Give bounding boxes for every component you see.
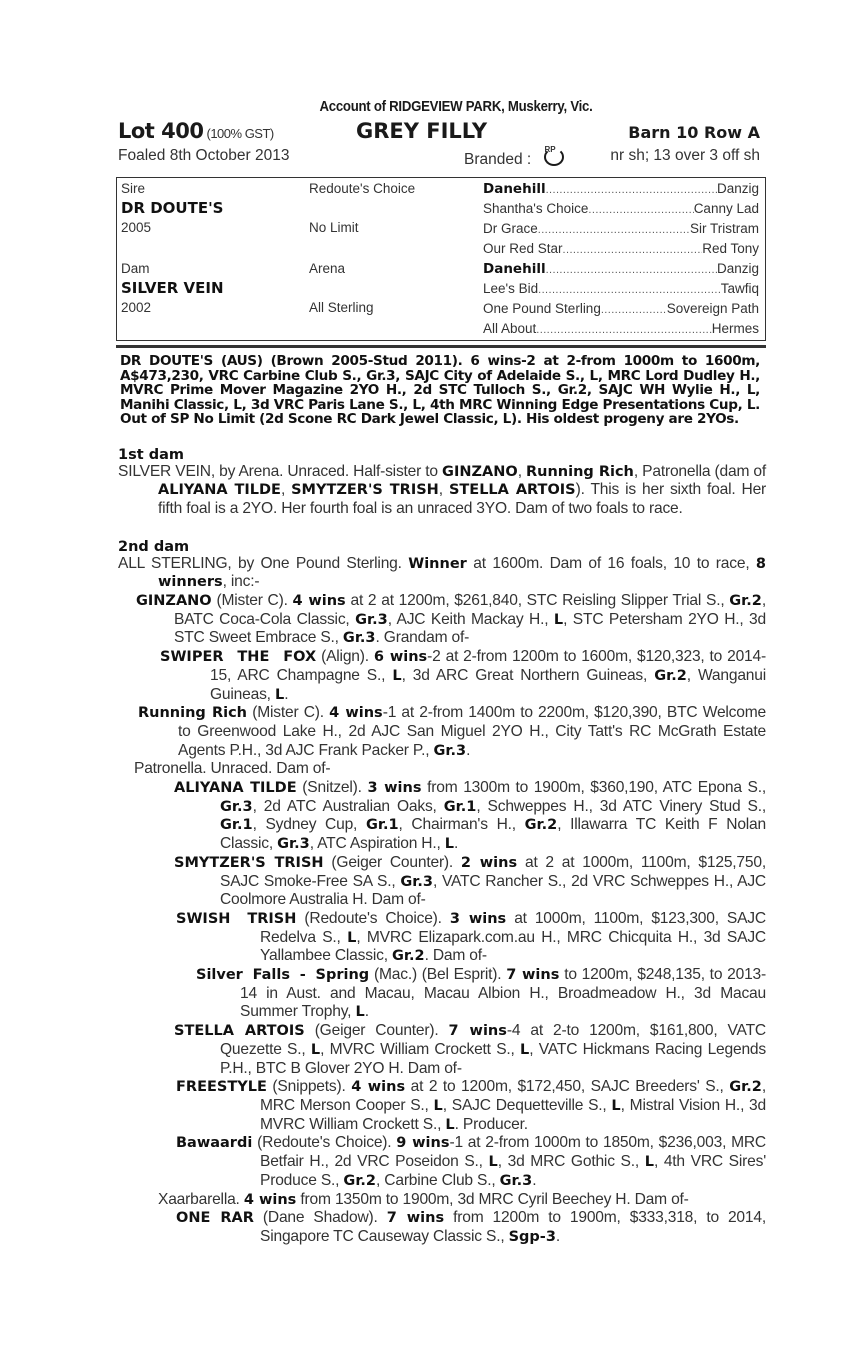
progeny-aliyana-tilde [116,779,766,854]
grade: L [611,1098,621,1114]
text: -4 at 2-to 1200m, $161,800, VATC Quezette S., [220,1022,766,1058]
wins: 7 wins [386,1210,445,1227]
gen3-row [483,179,759,199]
text: at 1000m, 1100m, $123,300, SAJC Redelva S., [260,909,766,946]
grade: L [488,1154,498,1171]
text: , SAJC Dequetteville S., [442,1097,612,1114]
grade: Gr.1 [443,798,477,815]
gen3-sire: Canny Lad [693,201,759,216]
horse-name: Silver Falls - Spring [196,967,370,984]
second-dam-intro [116,555,766,592]
text: , inc:- [222,573,260,591]
text: , MRC Merson Cooper S., [260,1078,766,1114]
lot-number [118,119,274,143]
text: . Producer. [454,1115,528,1133]
text: , Wanganui Guineas, [210,666,767,703]
text: (Mister C). [247,704,330,722]
horse-name: STELLA ARTOIS [448,482,576,499]
wins: 4 wins [243,1191,297,1208]
gen3-name: Lee's Bid [483,281,539,296]
text: , MVRC Elizapark.com.au H., MRC Chicquita H., 3d SAJC Yallambee Classic, [260,928,766,965]
horse-name: ONE RAR [176,1210,254,1227]
leader-dots [538,279,721,299]
text: (Geiger Counter). [323,853,461,871]
text: (Snitzel). [296,779,368,797]
grade: Gr.1 [365,817,399,834]
text: (Align). [316,648,374,666]
grade: Gr.2 [391,948,425,965]
gen3-row [483,279,759,299]
progeny-xaarbarella [116,1191,766,1210]
first-dam-section [116,447,766,519]
second-dam-heading: 2nd dam [118,538,190,555]
catalogue-page [116,98,766,1247]
horse-name: STELLA ARTOIS [174,1023,305,1040]
gen3-sire: Danzig [716,261,759,276]
text: , 3d ARC Great Northern Guineas, [401,666,655,684]
progeny-patronella [116,760,766,779]
grade: Gr.3 [355,611,388,628]
grade: L [310,1041,321,1058]
grade: Gr.3 [499,1172,533,1189]
sire-dam: No Limit [309,220,359,235]
text: , Illawarra TC Keith F Nolan Classic, [220,816,767,853]
text: , Patronella (dam of [633,462,766,480]
gen3-sire: Danzig [716,181,759,196]
text: . Grandam of- [375,629,470,647]
grade: Gr.3 [220,798,253,815]
grade: Gr.3 [400,873,433,890]
gst-note: (100% GST) [206,126,274,141]
text: -1 at 2-from 1000m to 1850m, $236,003, MRC Betfair H., 2d VRC Poseidon S., [260,1134,766,1171]
text: . [454,835,459,853]
grade: L [444,836,455,853]
progeny-one-rar [116,1209,766,1246]
grade: Gr.3 [433,742,467,759]
text: , STC Petersham 2YO H., 3d STC Sweet Embrace S., [174,610,767,647]
text: to 1200m, $248,135, to 2013-14 in Aust. and Macau, Macau Albion H., Broadmeadow H., 3d Macau Summer Trophy, [240,966,767,1021]
text: , AJC Keith Mackay H., [387,610,554,628]
horse-name: Running Rich [525,463,634,480]
progeny-swish-trish [116,910,766,966]
text: , Carbine Club S., [376,1171,500,1189]
sire-summary: DR DOUTE'S (AUS) (Brown 2005-Stud 2011). 6 wins-2 at 2-from 1000m to 1600m, A$473,230, VRC Carbine Club S., Gr.3, SAJC City of Adelaide S., L, MRC Lord Dudley H., MVRC Prime Mover Magazine 2YO H., 2d STC Tulloch S., Gr.2, SAJC WH Wylie H., L, Manihi Classic, L, 3d VRC Paris Lane S., L, 4th MRC Winning Edge Presentations Cup, L. Out of SP No Limit (2d Scone RC Dark Jewel Classic, L). His oldest progeny are 2YOs. [120,353,760,427]
text: . [364,1003,369,1021]
progeny-ginzano [116,592,766,648]
grade: L [433,1098,443,1114]
gen3-name: Danehill [483,261,546,277]
vendor-account: Account of RIDGEVIEW PARK, Muskerry, Vic. [319,98,593,115]
text: at 2 at 1200m, $261,840, STC Reisling Slipper Trial S., [345,592,730,610]
emphasis: 8 winners [158,555,766,591]
grade: L [274,686,285,703]
grade: L [392,667,402,684]
text: , Chairman's H., [398,816,525,834]
text: , [438,481,449,499]
gen3-row [483,319,759,339]
sire-name: DR DOUTE'S [121,199,224,217]
text: , 4th VRC Sires' Produce S., [260,1153,766,1189]
markings: nr sh; 13 over 3 off sh [610,147,760,164]
text: ). This is her sixth foal. Her fifth foal is a 2YO. Her fourth foal is an unraced 3YO. Dam of two foals to race. [158,481,767,517]
text: , Schweppes H., 3d ATC Vinery Stud S., [476,797,766,815]
second-dam-section [116,539,766,1247]
branded-info [464,147,570,169]
wins: 4 wins [329,705,383,722]
lot-label: Lot 400 [118,119,204,143]
horse-name: SWISH TRISH [176,910,297,927]
lot-line [116,119,766,145]
branded-label: Branded : [464,151,532,168]
text: at 2 to 1200m, $172,450, SAJC Breeders' S., [405,1078,730,1096]
wins: 7 wins [506,967,560,984]
grade: Gr.3 [342,630,376,647]
grade: L [553,611,564,628]
wins: 4 wins [292,593,346,610]
gen3-row [483,219,759,239]
foaled-date: Foaled 8th October 2013 [118,147,290,164]
text: . [284,685,289,703]
progeny-stella-artois [116,1022,766,1078]
gen3-name: Danehill [483,181,546,197]
grade: L [644,1154,654,1171]
first-dam-heading: 1st dam [118,446,184,463]
gen3-sire: Hermes [711,321,759,336]
text: , BATC Coca-Cola Classic, [174,592,767,628]
grade: L [355,1004,365,1021]
text: , Mistral Vision H., 3d MVRC William Crockett S., [260,1097,766,1133]
wins: 3 wins [367,780,422,797]
grade: L [347,929,357,946]
text: , VATC Hickmans Racing Legends P.H., BTC B Glover 2YO H. Dam of- [220,1040,766,1077]
grade: Gr.2 [524,817,558,834]
leader-dots [588,199,693,219]
progeny-bawaardi [116,1134,766,1190]
gen3-row [483,299,759,319]
grade: L [520,1041,530,1058]
text: SILVER VEIN, by Arena. Unraced. Half-sister to [118,462,443,480]
horse-name: FREESTYLE [176,1079,267,1096]
text: from 1350m to 1900m, 3d MRC Cyril Beechey H. Dam of- [296,1190,689,1208]
text: . [555,1227,561,1245]
text: (Mac.) (Bel Esprit). [369,966,507,984]
barn-location: Barn 10 Row A [628,123,760,142]
wins: 2 wins [460,854,518,871]
grade: Gr.3 [277,836,310,853]
text: (Snippets). [266,1078,352,1096]
sire-year: 2005 [121,220,152,235]
text: , [517,462,526,480]
grade: Gr.2 [729,1079,762,1096]
horse-name: SWIPER THE FOX [160,649,317,666]
gen3-name: Dr Grace [483,221,538,236]
leader-dots [536,319,711,339]
grade: L [445,1116,455,1133]
leader-dots [601,299,667,319]
emphasis: Winner [408,555,467,572]
horse-name: ALIYANA TILDE [158,482,281,499]
gen3-sire: Sir Tristram [690,221,759,236]
gen3-row [483,239,759,259]
rp-brand-icon [542,147,564,165]
sex-color: GREY FILLY [356,119,488,143]
gen3-name: Our Red Star [483,241,563,256]
grade: Gr.2 [654,667,687,684]
text: . [466,741,471,759]
text: Patronella. Unraced. Dam of- [134,760,331,778]
divider-rule [116,345,766,348]
horse-name: SMYTZER'S TRISH [174,854,324,871]
pedigree-table [116,177,766,341]
text: from 1200m to 1900m, $333,318, to 2014, Singapore TC Causeway Classic S., [260,1209,766,1245]
first-dam-text [116,463,766,519]
dam-dam: All Sterling [309,300,374,315]
gen3-row [483,259,759,279]
progeny-running-rich [116,704,766,760]
progeny-smytzers-trish [116,854,766,910]
text: . [532,1171,537,1189]
grade: Sgp-3 [508,1228,556,1245]
dam-year: 2002 [121,300,152,315]
wins: 3 wins [449,910,507,927]
brand-letters: RP [544,145,556,154]
text: (Geiger Counter). [304,1022,449,1040]
gen3-sire: Tawfiq [720,281,759,296]
leader-dots [546,259,717,279]
dam-sire: Arena [309,261,346,276]
gen3-row [483,199,759,219]
horse-name: SMYTZER'S TRISH [291,482,439,499]
text: Xaarbarella. [158,1190,244,1208]
horse-name: ALIYANA TILDE [174,780,297,797]
text: at 1600m. Dam of 16 foals, 10 to race, [466,554,756,572]
progeny-silver-falls-spring [116,966,766,1022]
text: -1 at 2-from 1400m to 2200m, $120,390, BTC Welcome to Greenwood Lake H., 2d AJC San Miguel 2YO H., City Tatt's RC McGrath Estate Agents P.H., 3d AJC Frank Packer P., [178,704,767,759]
text: (Redoute's Choice). [252,1134,397,1152]
text: , 2d ATC Australian Oaks, [252,797,444,815]
text: (Mister C). [211,592,293,610]
text: from 1300m to 1900m, $360,190, ATC Epona S., [421,779,766,797]
text: , Sydney Cup, [252,816,366,834]
gen3-name: All About [483,321,537,336]
text: ALL STERLING, by One Pound Sterling. [118,554,409,572]
wins: 7 wins [448,1023,507,1040]
progeny-swiper-the-fox [116,648,766,704]
gen3-sire: Sovereign Path [666,301,759,316]
gen3-name: Shantha's Choice [483,201,589,216]
wins: 9 wins [396,1135,450,1152]
grade: Gr.2 [343,1172,377,1189]
dam-label: Dam [121,261,150,276]
horse-name: Bawaardi [176,1135,253,1152]
gen3-sire: Red Tony [702,241,759,256]
text: , VATC Rancher S., 2d VRC Schweppes H., AJC Coolmore Australia H. Dam of- [220,872,766,909]
progeny-freestyle [116,1078,766,1134]
text: -2 at 2-from 1200m to 1600m, $120,323, to 2014-15, ARC Champagne S., [210,648,766,684]
horse-name: Running Rich [138,705,248,722]
text: , ATC Aspiration H., [309,835,445,853]
sire-label: Sire [121,181,146,196]
sire-sire: Redoute's Choice [309,181,416,196]
wins: 6 wins [373,649,428,666]
horse-name: GINZANO [136,593,212,610]
horse-name: GINZANO [442,463,518,480]
text: , 3d MRC Gothic S., [497,1153,645,1171]
text: , MVRC William Crockett S., [320,1040,521,1058]
grade: Gr.2 [729,593,762,610]
text: (Redoute's Choice). [296,909,450,927]
text: (Dane Shadow). [253,1209,387,1227]
leader-dots [538,219,690,239]
text: at 2 at 1000m, 1100m, $125,750, SAJC Smoke-Free SA S., [220,853,766,890]
foal-line [116,147,766,169]
text: . Dam of- [424,947,487,965]
leader-dots [563,239,703,259]
dam-name: SILVER VEIN [121,279,224,297]
gen3-name: One Pound Sterling [483,301,601,316]
grade: Gr.1 [220,817,253,834]
wins: 4 wins [351,1079,406,1096]
text: , [280,481,292,499]
leader-dots [546,179,717,199]
